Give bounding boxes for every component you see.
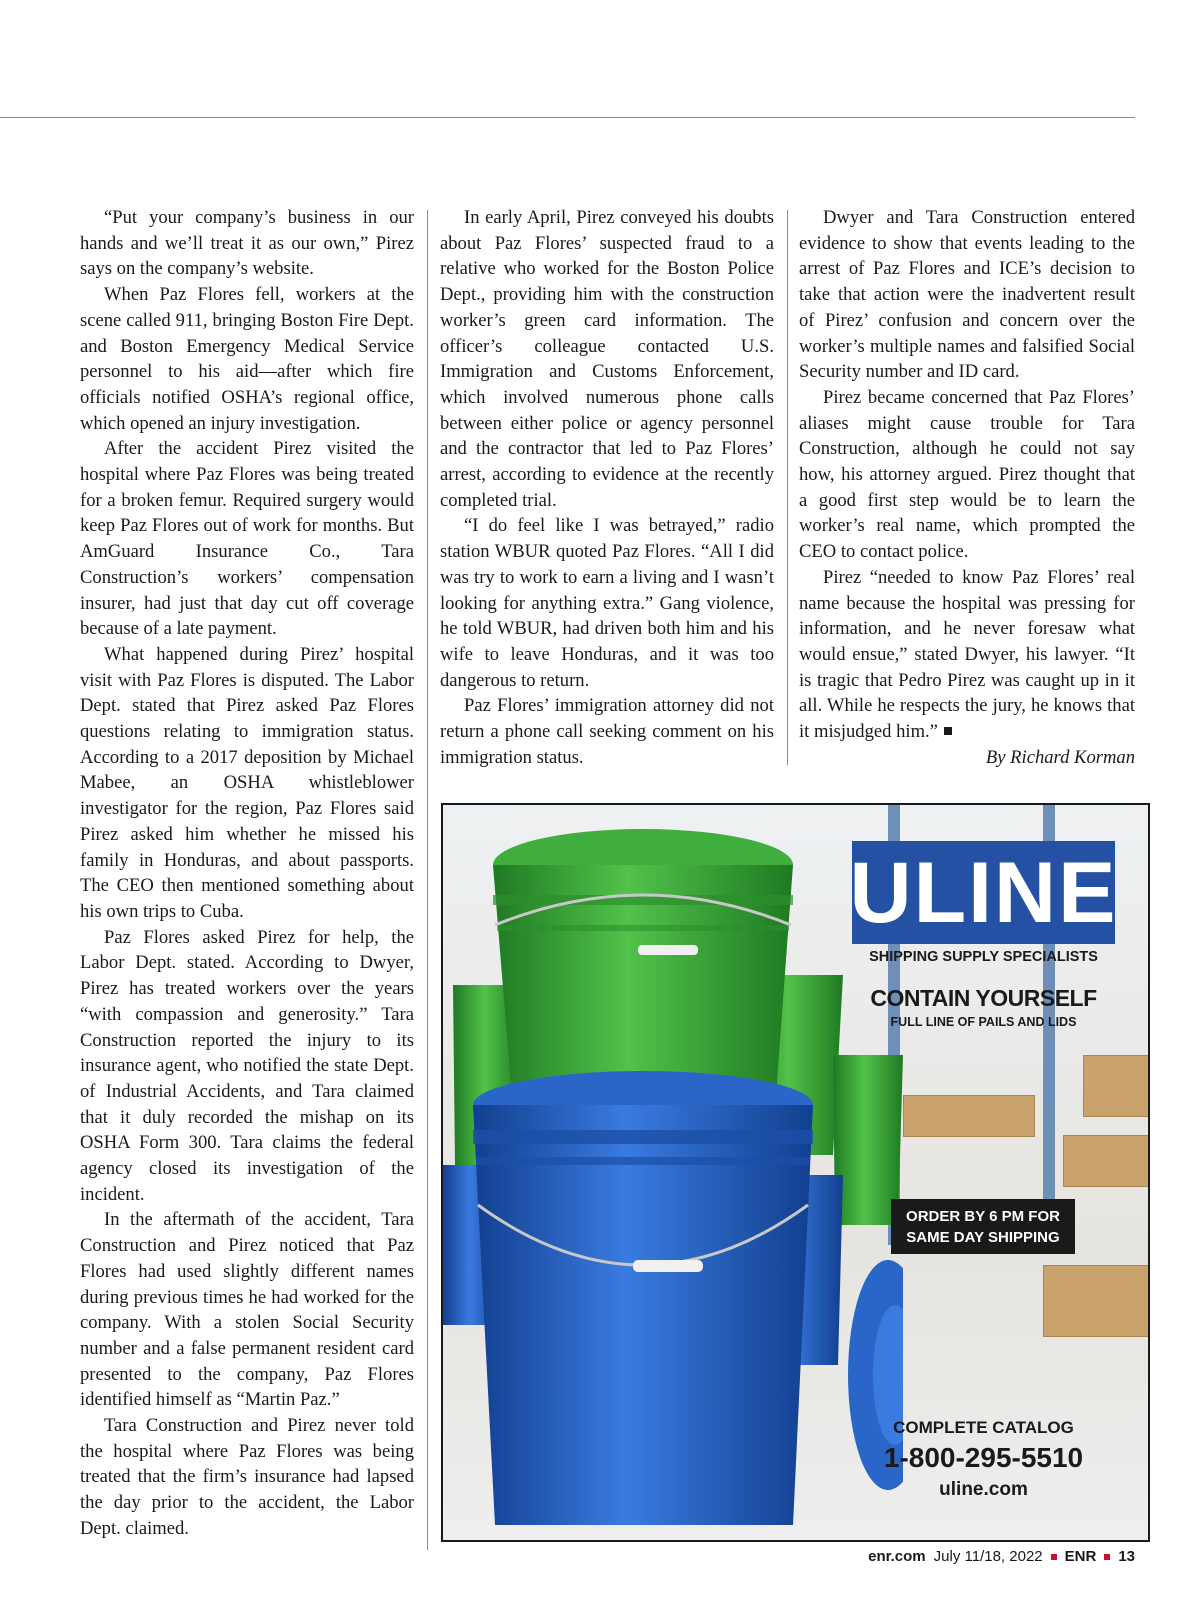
- paragraph-text: Pirez “needed to know Paz Flores’ real name because the hospital was pressing for information, and he never foresaw what would ensue,” stated Dwyer, his lawyer. “It is tragic that Pedro Pirez was caught up in it all. While he respects the jury, he knows that it misjudged him.”: [799, 566, 1135, 743]
- paragraph: Pirez became concerned that Paz Flores’ aliases might cause trouble for Tara Construction, although he could not say how, his attorney argued. Pirez thought that a good first step would be to learn the worker’s real name, which prompted the CEO to contact police.: [799, 386, 1135, 563]
- paragraph: Paz Flores asked Pirez for help, the Labor Dept. stated. According to Dwyer, Pirez has treated workers over the years “with compassion and generosity.” Tara Construction reported the injury to its insurance agent, who notified the state Dept. of Industrial Accidents, and Tara claimed that it duly recorded the mishap on its OSHA Form 300. Tara claims the federal agency closed its investigation of the incident.: [80, 926, 414, 1205]
- uline-logo: [849, 841, 1118, 944]
- paragraph: After the accident Pirez visited the hospital where Paz Flores was being treated for a broken femur. Required surgery would keep Paz Flores out of work for months. But AmGuard Insurance Co., Tara Construction’s workers’ compensation insurer, had just that day cut off coverage because of a late payment.: [80, 438, 414, 640]
- uline-advertisement[interactable]: [441, 803, 1150, 1542]
- footer-separator-icon: [1104, 1554, 1110, 1560]
- byline: By Richard Korman: [985, 746, 1135, 768]
- shelf-box: [903, 1095, 1035, 1137]
- blue-pail-front: [473, 1105, 813, 1525]
- paragraph: In early April, Pirez conveyed his doubts about Paz Flores’ suspected fraud to a relative who worked for the Boston Police Dept., providing him with the construction worker’s green card information. The officer’s colleague contacted U.S. Immigration and Customs Enforcement, which involved numerous phone calls between either police or agency personnel and the contractor that led to Paz Flores’ arrest, according to evidence at the recently completed trial.: [440, 207, 774, 511]
- top-rule: [0, 117, 1135, 118]
- order-line-1: ORDER BY 6 PM FOR: [906, 1208, 1060, 1225]
- footer-date: July 11/18, 2022: [933, 1548, 1043, 1565]
- paragraph: Tara Construction and Pirez never told the hospital where Paz Flores was being treated that the firm’s insurance had lapsed the day prior to the accident, the Labor Dept. claimed.: [80, 1415, 414, 1539]
- ad-website-link[interactable]: uline.com: [939, 1479, 1028, 1500]
- footer-site: enr.com: [868, 1548, 926, 1565]
- paragraph: Paz Flores’ immigration attorney did not return a phone call seeking comment on his immigration status.: [440, 695, 774, 768]
- article-column-1: [80, 205, 414, 1542]
- footer-separator-icon: [1051, 1554, 1057, 1560]
- paragraph: When Paz Flores fell, workers at the scene called 911, bringing Boston Fire Dept. and Boston Emergency Medical Service personnel to his aid—after which fire officials notified OSHA’s regional office, which opened an injury investigation.: [80, 284, 414, 434]
- uline-logo-text: ULINE: [849, 844, 1118, 941]
- shelf-box: [1063, 1135, 1150, 1187]
- shelf-box: [1043, 1265, 1150, 1337]
- article-column-2: [440, 205, 774, 770]
- paragraph-final: [799, 565, 1135, 745]
- ad-subhead: FULL LINE OF PAILS AND LIDS: [890, 1015, 1077, 1029]
- paragraph: Dwyer and Tara Construction entered evidence to show that events leading to the arrest of Paz Flores and ICE’s decision to take that action were the inadvertent result of Pirez’ confusion and concern over the worker’s multiple names and falsified Social Security number and ID card.: [799, 207, 1135, 383]
- ad-headline: CONTAIN YOURSELF: [870, 985, 1097, 1011]
- order-deadline-badge: [891, 1199, 1075, 1254]
- ad-phone-number[interactable]: 1-800-295-5510: [883, 1442, 1084, 1473]
- column-divider: [427, 210, 428, 1550]
- paragraph: In the aftermath of the accident, Tara Construction and Pirez noticed that Paz Flores had used slightly different names during previous times he had worked for the company. With a stolen Social Security number and a false permanent resident card presented to the company, Paz Flores identified himself as “Martin Paz.”: [80, 1209, 414, 1411]
- ad-tagline: SHIPPING SUPPLY SPECIALISTS: [869, 949, 1098, 965]
- ad-catalog-label: COMPLETE CATALOG: [893, 1418, 1074, 1437]
- page-number: 13: [1118, 1548, 1135, 1565]
- footer-magazine: ENR: [1064, 1548, 1097, 1565]
- paragraph: “Put your company’s business in our hands and we’ll treat it as our own,” Pirez says on the company’s website.: [80, 207, 414, 280]
- paragraph: What happened during Pirez’ hospital visit with Paz Flores is disputed. The Labor Dept. stated that Pirez asked Paz Flores questions relating to immigration status. According to a 2017 deposition by Michael Mabee, an OSHA whistleblower investigator for the region, Paz Flores said Pirez asked him whether he missed his family in Honduras, and about passports. The CEO then mentioned something about his own trips to Cuba.: [80, 643, 414, 922]
- end-mark-icon: [944, 727, 952, 735]
- shelf-box: [1083, 1055, 1150, 1117]
- order-line-2: SAME DAY SHIPPING: [906, 1229, 1060, 1246]
- pails-illustration: [443, 805, 903, 1542]
- article-column-3: [799, 205, 1135, 770]
- page-footer: [868, 1548, 1135, 1565]
- column-divider: [787, 210, 788, 765]
- paragraph: “I do feel like I was betrayed,” radio station WBUR quoted Paz Flores. “All I did was try to work to earn a living and I wasn’t looking for anything extra.” Gang violence, he told WBUR, had driven both him and his wife to leave Honduras, and it was too dangerous to return.: [440, 515, 774, 691]
